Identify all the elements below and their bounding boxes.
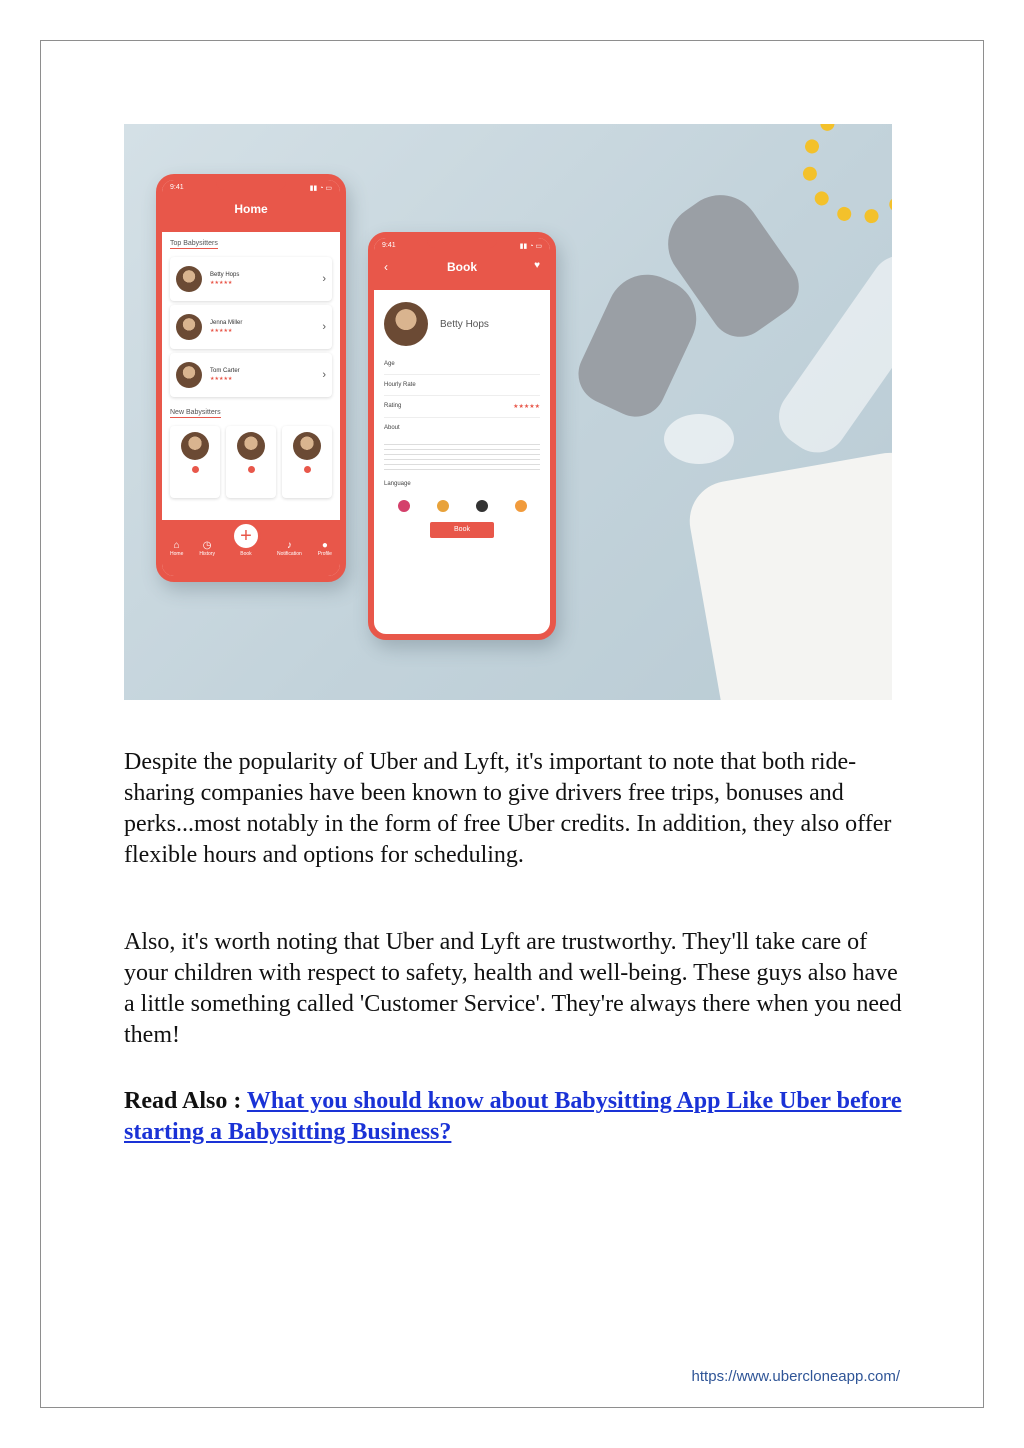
tab-book: + Book: [231, 539, 261, 557]
footer-url[interactable]: https://www.ubercloneapp.com/: [691, 1368, 900, 1385]
profile-name: Betty Hops: [440, 318, 489, 330]
info-icon: [304, 466, 311, 473]
home-header: [162, 180, 340, 232]
new-babysitters-row: [170, 426, 332, 498]
avatar: [384, 302, 428, 346]
sitter-name: Jenna Miller: [210, 320, 243, 326]
back-chevron-icon: ‹: [384, 260, 388, 274]
heart-icon: ♥: [534, 260, 540, 271]
onesie: [683, 443, 892, 700]
history-icon: ◷: [202, 539, 212, 551]
avatar: [176, 266, 202, 292]
home-icon: ⌂: [173, 539, 180, 551]
avatar: [176, 362, 202, 388]
status-time: 9:41: [170, 184, 184, 191]
tab-history: ◷ History: [199, 539, 215, 557]
language-label: Language: [384, 481, 411, 487]
chevron-right-icon: ›: [322, 321, 326, 333]
sitter-card: [170, 353, 332, 397]
phone-book-screen: [368, 232, 556, 640]
tab-bar: [162, 520, 340, 576]
status-bar: [170, 184, 332, 194]
user-icon: ●: [321, 539, 328, 551]
star-rating-icon: ★★★★★: [513, 404, 540, 410]
star-rating-icon: ★★★★★: [210, 376, 233, 382]
sitter-card: [170, 257, 332, 301]
chevron-right-icon: ›: [322, 273, 326, 285]
book-button: Book: [430, 522, 494, 538]
plus-icon: +: [231, 521, 261, 551]
phone-home-screen: [156, 174, 346, 582]
avatar: [181, 432, 209, 460]
hero-image: [124, 124, 892, 700]
avatar: [176, 314, 202, 340]
flag-icon: [437, 500, 449, 512]
status-bar: [382, 242, 542, 252]
sitter-name: Betty Hops: [210, 272, 240, 278]
home-title: Home: [234, 202, 268, 216]
detail-row: Hourly Rate: [384, 375, 540, 396]
signal-icon: ▮▮ ◔ ▭: [519, 243, 542, 250]
flag-icon: [476, 500, 488, 512]
top-babysitters-label: Top Babysitters: [170, 240, 218, 247]
star-rating-icon: ★★★★★: [210, 280, 233, 286]
status-time: 9:41: [382, 242, 396, 249]
read-also-link[interactable]: What you should know about Babysitting App Like Uber before starting a Babysitting Business?: [124, 1088, 902, 1145]
info-icon: [248, 466, 255, 473]
avatar: [293, 432, 321, 460]
profile-block: [374, 290, 550, 354]
sitter-card: [170, 305, 332, 349]
new-sitter-card: [282, 426, 332, 498]
about-text-lines: [384, 440, 540, 472]
paragraph-1: Despite the popularity of Uber and Lyft, it's important to note that both ride-sharing companies have been known to give drivers free trips, bonuses and perks...most notably in the form of free Uber credits. In addition, they also offer flexible hours and options for scheduling.: [124, 749, 892, 868]
about-label: About: [384, 425, 400, 431]
chevron-right-icon: ›: [322, 369, 326, 381]
new-sitter-card: [170, 426, 220, 498]
tab-profile: ● Profile: [317, 539, 332, 557]
tab-notification: ♪ Notification: [277, 539, 302, 557]
rattle-toy: [785, 124, 892, 241]
new-babysitters-label: New Babysitters: [170, 409, 221, 416]
pacifier: [664, 414, 734, 464]
detail-row: Age: [384, 354, 540, 375]
avatar: [237, 432, 265, 460]
language-flags: [384, 500, 540, 512]
bell-icon: ♪: [286, 539, 292, 551]
read-also-label: Read Also :: [124, 1088, 247, 1114]
book-header: [374, 238, 550, 290]
sitter-name: Tom Carter: [210, 368, 240, 374]
info-icon: [192, 466, 199, 473]
book-title: Book: [447, 260, 477, 274]
signal-icon: ▮▮ ◔ ▭: [309, 185, 332, 192]
detail-row: Rating ★★★★★: [384, 396, 540, 418]
read-also: [124, 1086, 904, 1148]
tab-home: ⌂ Home: [170, 539, 184, 557]
flag-icon: [515, 500, 527, 512]
flag-icon: [398, 500, 410, 512]
paragraph-2: Also, it's worth noting that Uber and Lyft are trustworthy. They'll take care of your children with respect to safety, health and well-being. These guys also have a little something called 'Customer Service'. They're always there when you need them!: [124, 929, 902, 1048]
star-rating-icon: ★★★★★: [210, 328, 233, 334]
new-sitter-card: [226, 426, 276, 498]
